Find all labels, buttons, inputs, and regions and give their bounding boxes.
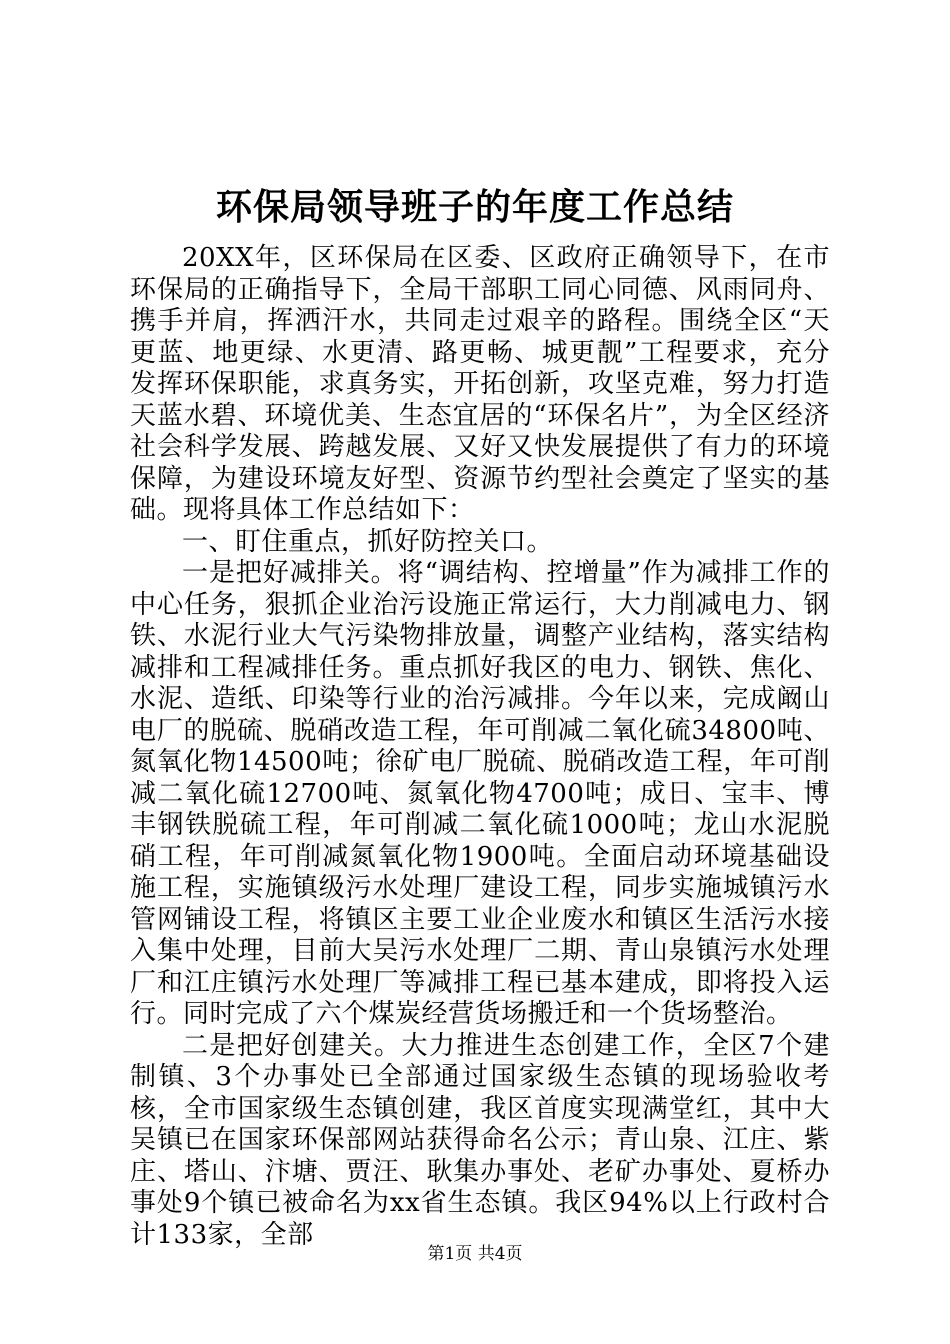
paragraph-intro: 20XX年，区环保局在区委、区政府正确领导下，在市环保局的正确指导下，全局干部职工同心同德、风雨同舟、携手并肩，挥洒汗水，共同走过艰辛的路程。围绕全区“天更蓝、地更绿、水更清、路更畅、城更靓”工程要求，充分发挥环保职能，求真务实，开拓创新，攻坚克难，努力打造天蓝水碧、环境优美、生态宜居的“环保名片”，为全区经济社会科学发展、跨越发展、又好又快发展提供了有力的环境保障，为建设环境友好型、资源节约型社会奠定了坚实的基础。现将具体工作总结如下：: [130, 243, 830, 525]
paragraph-eco-creation: 二是把好创建关。大力推进生态创建工作，全区7个建制镇、3个办事处已全部通过国家级生态镇的现场验收考核，全市国家级生态镇创建，我区首度实现满堂红，其中大吴镇已在国家环保部网站获得命名公示；青山泉、江庄、紫庄、塔山、汴塘、贾汪、耿集办事处、老矿办事处、夏桥办事处9个镇已被命名为xx省生态镇。我区94%以上行政村合计133家，全部: [130, 1030, 830, 1250]
paragraph-emission-reduction: 一是把好减排关。将“调结构、控增量”作为减排工作的中心任务，狠抓企业治污设施正常运行，大力削减电力、钢铁、水泥行业大气污染物排放量，调整产业结构，落实结构减排和工程减排任务。重点抓好我区的电力、钢铁、焦化、水泥、造纸、印染等行业的治污减排。今年以来，完成阚山电厂的脱硫、脱硝改造工程，年可削减二氧化硫34800吨、氮氧化物14500吨；徐矿电厂脱硫、脱硝改造工程，年可削减二氧化硫12700吨、氮氧化物4700吨；成日、宝丰、博丰钢铁脱硫工程，年可削减二氧化硫1000吨；龙山水泥脱硝工程，年可削减氮氧化物1900吨。全面启动环境基础设施工程，实施镇级污水处理厂建设工程，同步实施城镇污水管网铺设工程，将镇区主要工业企业废水和镇区生活污水接入集中处理，目前大吴污水处理厂二期、青山泉镇污水处理厂和江庄镇污水处理厂等减排工程已基本建成，即将投入运行。同时完成了六个煤炭经营货场搬迁和一个货场整治。: [130, 558, 830, 1029]
document-body: [130, 243, 830, 1251]
document-title: 环保局领导班子的年度工作总结: [215, 186, 734, 228]
page-footer: [0, 1243, 950, 1265]
section-heading-1: 一、盯住重点，抓好防控关口。: [182, 526, 554, 557]
page-number: 第1页 共4页: [427, 1244, 523, 1264]
